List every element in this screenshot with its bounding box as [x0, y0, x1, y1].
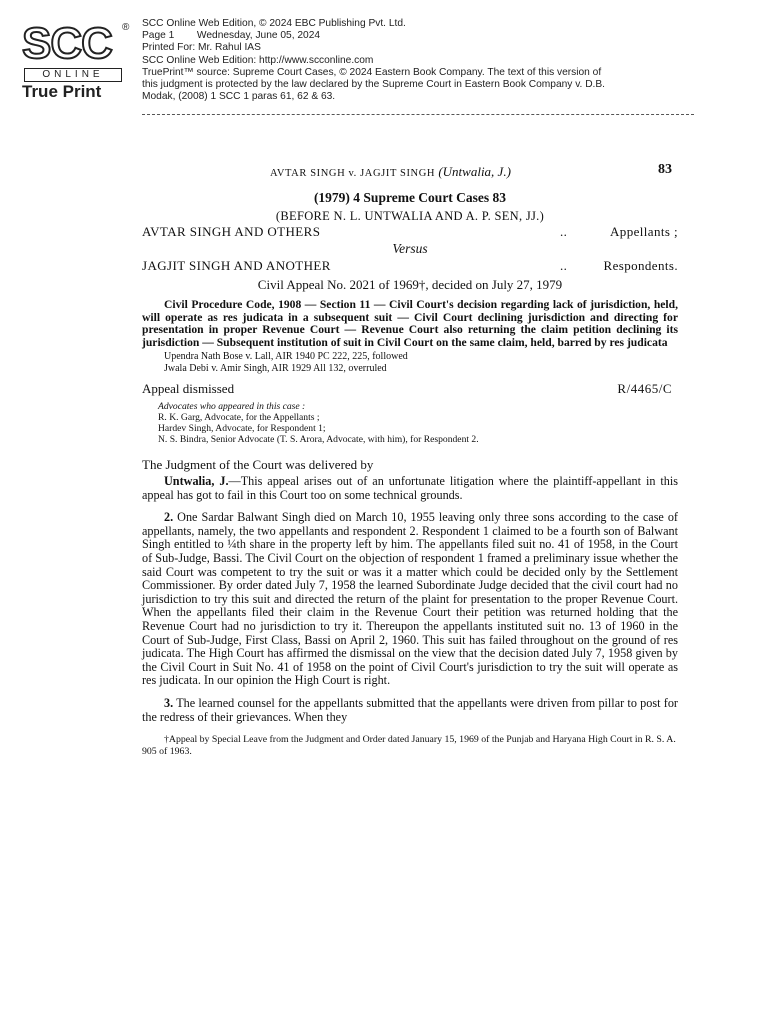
case-referred-item: Jwala Debi v. Amir Singh, AIR 1929 All 132, overruled	[164, 363, 387, 374]
running-head-judge: (Untwalia, J.)	[438, 164, 511, 179]
paragraph-lead: 2.	[164, 510, 174, 525]
meta-line: Modak, (2008) 1 SCC 1 paras 61, 62 & 63.	[142, 91, 336, 103]
appellant-name: AVTAR SINGH AND OTHERS	[142, 224, 321, 239]
meta-line: TruePrint™ source: Supreme Court Cases, © 2024 Eastern Book Company. The text of this version of	[142, 66, 602, 78]
paragraph-text: The learned counsel for the appellants submitted that the appellants were driven from pillar to post for the redress of their grievances. When they	[142, 695, 678, 724]
running-head-parties: AVTAR SINGH v. JAGJIT SINGH	[270, 168, 436, 179]
paragraph-text: —This appeal arises out of an unfortunate litigation where the plaintiff-appellant in this appeal has got to fail in this Court too on some technical grounds.	[142, 474, 678, 502]
case-referred-item: Upendra Nath Bose v. Lall, AIR 1940 PC 222, 225, followed	[164, 351, 408, 362]
print-header	[18, 18, 758, 118]
disposal-line	[142, 381, 678, 399]
advocates-heading: Advocates who appeared in this case :	[158, 401, 306, 412]
disposal-reference: R/4465/C	[617, 381, 672, 396]
logo-registered-mark: ®	[122, 22, 130, 33]
judgment-paragraph	[142, 697, 678, 724]
scc-online-logo	[18, 19, 140, 108]
meta-line: SCC Online Web Edition, © 2024 EBC Publishing Pvt. Ltd.	[142, 18, 406, 29]
advocates-block	[142, 401, 678, 445]
versus: Versus	[392, 241, 428, 256]
bench: (BEFORE N. L. UNTWALIA AND A. P. SEN, JJ.)	[275, 209, 545, 223]
logo-scc-text: SCC	[22, 19, 112, 68]
header-divider	[142, 114, 694, 115]
case-citation: (1979) 4 Supreme Court Cases 83	[313, 190, 507, 205]
judgment-delivered-line: The Judgment of the Court was delivered by	[142, 457, 374, 472]
respondent-name: JAGJIT SINGH AND ANOTHER	[142, 258, 331, 273]
meta-line: this judgment is protected by the law declared by the Supreme Court in Eastern Book Company v. D.B.	[142, 79, 606, 91]
logo-trueprint-text: True Print	[22, 82, 102, 101]
judgment-paragraph	[142, 511, 678, 688]
disposal-result: Appeal dismissed	[142, 381, 235, 396]
cases-referred	[142, 351, 678, 375]
appellant-dots: ..	[560, 224, 568, 239]
advocate-line: N. S. Bindra, Senior Advocate (T. S. Arora, Advocate, with him), for Respondent 2.	[158, 434, 479, 445]
respondent-dots: ..	[560, 258, 568, 273]
appellant-line	[142, 224, 678, 241]
appellant-role: Appellants ;	[610, 224, 678, 239]
print-metadata	[142, 18, 682, 103]
logo-online-text: ONLINE	[24, 68, 122, 82]
headnote: Civil Procedure Code, 1908 — Section 11 — Civil Court's decision regarding lack of jurisdiction, held, will operate as res judicata in a subsequent suit — Civil Court declining jurisdiction and directing for presentation in proper Revenue Court — Revenue Court also returning the claim petition declining its jurisdiction — Subsequent institution of suit in Civil Court on the same claim, held, barred by res judicata	[142, 298, 678, 349]
meta-line: Printed For: Mr. Rahul IAS	[142, 42, 261, 54]
paragraph-lead: Untwalia, J.	[164, 474, 229, 488]
judgment-page	[142, 160, 678, 757]
meta-line: SCC Online Web Edition: http://www.scconline.com	[142, 54, 374, 66]
footnote: †Appeal by Special Leave from the Judgment and Order dated January 15, 1969 of the Punjab and Haryana High Court in R. S. A. 905 of 1963.	[142, 734, 676, 757]
civil-appeal-number: Civil Appeal No. 2021 of 1969†, decided on July 27, 1979	[257, 277, 563, 292]
running-head-title	[270, 164, 511, 180]
respondent-line	[142, 258, 678, 275]
page-number: 83	[658, 162, 672, 177]
advocate-line: Hardev Singh, Advocate, for Respondent 1;	[158, 423, 326, 434]
paragraph-lead: 3.	[164, 695, 174, 710]
running-head	[142, 160, 678, 182]
judgment-paragraph	[142, 475, 678, 502]
meta-line: Page 1 Wednesday, June 05, 2024	[142, 30, 321, 42]
paragraph-text: One Sardar Balwant Singh died on March 10, 1955 leaving only three sons according to the case of appellants, namely, the two appellants and respondent 2. Respondent 1 claimed to be a fourth son of Balwant Singh entitled to ¼th share in the property left by him. The appellants filed suit no. 41 of 1958, in the Court of Sub-Judge, Bassi. The Civil Court on the objection of respondent 1 framed a preliminary issue whether the said Court was competent to try the suit or was it a matter which could be decided only by the Settlement Commissioner. By order dated July 7, 1958 the learned Subordinate Judge decided that the civil court had no jurisdiction to try this suit and directed the return of the plaint for presentation to the proper Revenue Court. When the appellants filed their claim in the Revenue Court their petition was returned holding that the Revenue Court had no jurisdiction to try it. Thereupon the appellants instituted suit no. 13 of 1960 in the Court of Sub-Judge, First Class, Bassi on April 2, 1960. This suit has failed throughout on the ground of res judicata. The High Court has affirmed the dismissal on the view that the decision dated July 7, 1958 given by the Civil Court in Suit No. 41 of 1958 on the point of Civil Court's jurisdiction to try the suit will operate as res judicata. In our opinion the High Court is right.	[142, 510, 678, 688]
respondent-role: Respondents.	[603, 258, 678, 273]
advocate-line: R. K. Garg, Advocate, for the Appellants ;	[158, 412, 320, 423]
